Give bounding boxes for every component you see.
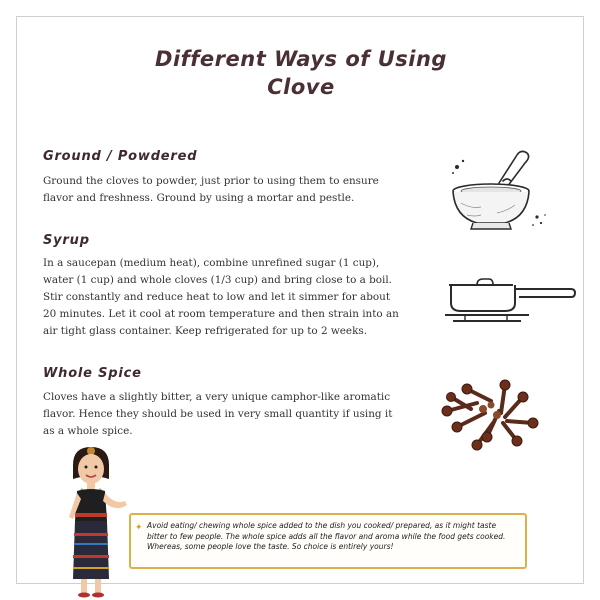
section-body-ground: Ground the cloves to powder, just prior to using them to ensure flavor and freshness. Ground by using a mortar and pestle.	[43, 175, 379, 204]
cloves-image	[437, 367, 549, 451]
section-body-whole-spice: Cloves have a slightly bitter, a very unique camphor-like aromatic flavor. Hence they should be used in very small quantity if using it as a whole spice.	[43, 391, 393, 437]
section-heading-syrup: Syrup	[43, 233, 90, 248]
saucepan-icon	[443, 269, 579, 325]
sparkle-icon: ✦	[135, 523, 143, 533]
recipe-card	[16, 16, 584, 584]
tip-note-text: Avoid eating/ chewing whole spice added to the dish you cooked/ prepared, as it might taste bitter to few people. The whole spice adds all the flavor and aroma while the food gets cooked. Whereas, some people love the taste. So choice is entirely yours!	[147, 521, 506, 551]
mortar-pestle-icon	[441, 137, 551, 233]
tip-note-box	[129, 513, 527, 569]
section-body-syrup: In a saucepan (medium heat), combine unrefined sugar (1 cup), water (1 cup) and whole cloves (1/3 cup) and bring close to a boil. Stir constantly and reduce heat to low and let it simmer for about 20 minutes. Let it cool at room temperature and then strain into an air tight glass container. Keep refrigerated for up to 2 weeks.	[43, 257, 399, 337]
title-line-2: Clove	[267, 75, 335, 99]
title-line-1: Different Ways of Using	[155, 47, 447, 71]
section-heading-whole-spice: Whole Spice	[43, 366, 142, 381]
page-title	[17, 45, 585, 101]
woman-illustration	[55, 443, 131, 599]
section-heading-ground: Ground / Powdered	[43, 149, 198, 164]
